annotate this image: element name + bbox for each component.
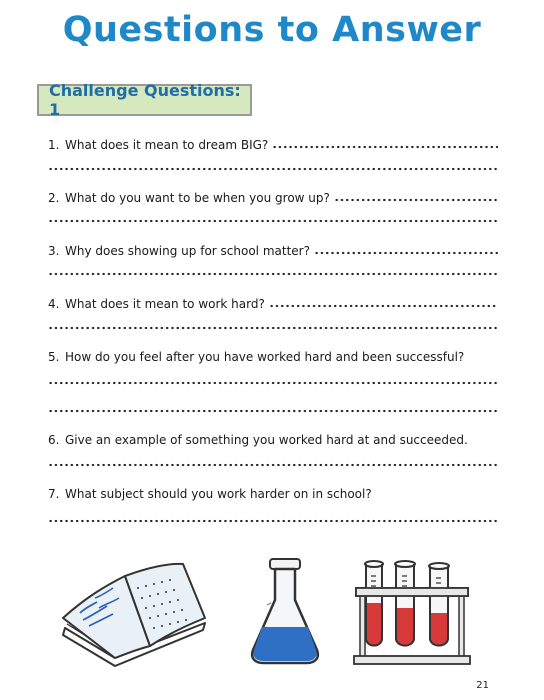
answer-line[interactable]	[334, 198, 498, 202]
answer-line[interactable]	[48, 381, 498, 385]
question-5	[48, 350, 498, 364]
section-badge	[37, 81, 252, 119]
test-tubes-icon	[352, 558, 472, 668]
question-1	[48, 138, 498, 152]
question-text: What do you want to be when you grow up?	[65, 191, 330, 205]
answer-line[interactable]	[48, 167, 498, 171]
answer-line[interactable]	[269, 304, 498, 308]
answer-line[interactable]	[48, 219, 498, 223]
answer-line[interactable]	[314, 251, 498, 255]
question-4	[48, 297, 498, 311]
question-number: 1.	[48, 138, 60, 152]
answer-line[interactable]	[48, 409, 498, 413]
answer-line[interactable]	[272, 145, 498, 149]
question-text: How do you feel after you have worked hard and been successful?	[65, 350, 465, 364]
question-6	[48, 433, 498, 447]
section-badge-label: Challenge Questions: 1	[49, 81, 241, 119]
flask-icon	[245, 555, 325, 670]
answer-line[interactable]	[48, 519, 498, 523]
page-number: 21	[476, 680, 489, 691]
question-2	[48, 191, 498, 205]
question-text: Why does showing up for school matter?	[65, 244, 310, 258]
question-text: What subject should you work harder on in school?	[65, 487, 372, 501]
question-text: Give an example of something you worked hard at and succeeded.	[65, 433, 468, 447]
page-title: Questions to Answer	[62, 10, 482, 50]
question-3	[48, 244, 498, 258]
question-number: 2.	[48, 191, 60, 205]
answer-line[interactable]	[48, 272, 498, 276]
question-text: What does it mean to work hard?	[65, 297, 265, 311]
answer-line[interactable]	[48, 326, 498, 330]
question-7	[48, 487, 498, 501]
question-number: 6.	[48, 433, 60, 447]
question-text: What does it mean to dream BIG?	[65, 138, 269, 152]
question-number: 3.	[48, 244, 60, 258]
question-number: 7.	[48, 487, 60, 501]
question-number: 5.	[48, 350, 60, 364]
open-book-icon	[55, 558, 220, 668]
answer-line[interactable]	[48, 463, 498, 467]
question-number: 4.	[48, 297, 60, 311]
